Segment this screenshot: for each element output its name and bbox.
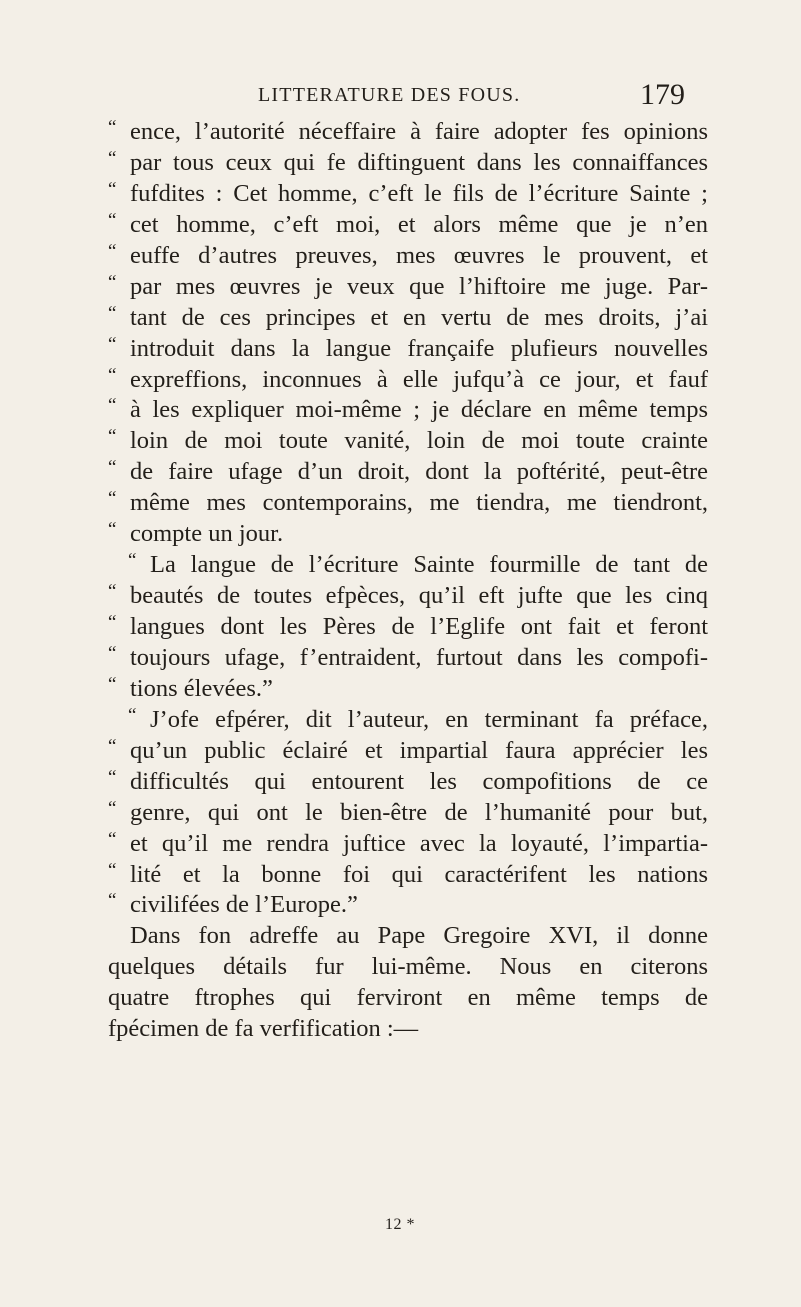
text-line <box>108 426 708 457</box>
text-line <box>108 365 708 396</box>
text-line <box>108 457 708 488</box>
line-text: lité et la bonne foi qui caractérifent les nations <box>130 860 708 888</box>
quote-mark: “ <box>108 828 117 850</box>
text-line <box>108 334 708 365</box>
line-text: toujours ufage, f’entraident, furtout dans les compofi- <box>130 643 708 671</box>
quote-mark: “ <box>128 704 137 726</box>
text-line <box>108 148 708 179</box>
line-text: Dans fon adreffe au Pape Gregoire XVI, il donne <box>130 922 708 950</box>
line-text: quelques détails fur lui-même. Nous en citerons <box>108 953 708 981</box>
text-line <box>108 581 708 612</box>
line-text: et qu’il me rendra juftice avec la loyauté, l’impartia- <box>130 829 708 857</box>
text-line <box>108 488 708 519</box>
quote-mark: “ <box>108 333 117 355</box>
line-text: compte un jour. <box>130 520 284 548</box>
quote-mark: “ <box>108 581 117 603</box>
line-text: cet homme, c’eft moi, et alors même que je n’en <box>130 210 708 238</box>
quote-mark: “ <box>108 735 117 757</box>
line-text: J’ofe efpérer, dit l’auteur, en terminant fa préface, <box>150 705 708 733</box>
line-text: même mes contemporains, me tiendra, me tiendront, <box>130 489 708 517</box>
quote-mark: “ <box>108 859 117 881</box>
quote-mark: “ <box>108 488 117 510</box>
line-text: civilifées de l’Europe.” <box>130 891 358 919</box>
text-line <box>108 643 708 674</box>
signature-mark: 12 * <box>385 1216 415 1233</box>
quote-mark: “ <box>108 302 117 324</box>
text-line <box>108 860 708 891</box>
quote-mark: “ <box>108 117 117 138</box>
text-line <box>108 798 708 829</box>
text-line <box>108 241 708 272</box>
text-line <box>108 612 708 643</box>
text-line <box>108 829 708 860</box>
line-text: tant de ces principes et en vertu de mes droits, j’ai <box>130 303 708 331</box>
quote-mark: “ <box>108 426 117 448</box>
quote-mark: “ <box>108 457 117 479</box>
line-text: loin de moi toute vanité, loin de moi toute crainte <box>130 427 708 455</box>
text-line <box>108 519 708 550</box>
text-line <box>108 395 708 426</box>
quote-mark: “ <box>108 240 117 262</box>
line-text: quatre ftrophes qui ferviront en même temps de <box>108 984 708 1012</box>
line-text: difficultés qui entourent les compofitions de ce <box>130 767 708 795</box>
line-text: qu’un public éclairé et impartial faura apprécier les <box>130 736 708 764</box>
line-text: fufdites : Cet homme, c’eft le fils de l’écriture Sainte ; <box>130 179 708 207</box>
line-text: La langue de l’écriture Sainte fourmille de tant de <box>150 551 708 579</box>
running-title: LITTERATURE DES FOUS. <box>258 84 521 106</box>
quote-mark: “ <box>108 147 117 169</box>
text-line <box>108 921 708 952</box>
line-text: beautés de toutes efpèces, qu’il eft jufte que les cinq <box>130 582 708 610</box>
running-head <box>0 78 801 112</box>
line-text: genre, qui ont le bien-être de l’humanité pour but, <box>130 798 708 826</box>
line-text: à les expliquer moi-même ; je déclare en même temps <box>130 396 708 424</box>
quote-mark: “ <box>108 519 117 541</box>
quote-mark: “ <box>108 642 117 664</box>
page-number: 179 <box>640 78 685 111</box>
text-line <box>108 736 708 767</box>
body-text <box>108 117 708 1045</box>
line-text: de faire ufage d’un droit, dont la poftérité, peut-être <box>130 458 708 486</box>
quote-mark: “ <box>108 271 117 293</box>
text-line <box>108 674 708 705</box>
text-line <box>108 983 708 1014</box>
quote-mark: “ <box>108 890 117 912</box>
quote-mark: “ <box>108 178 117 200</box>
text-line <box>108 210 708 241</box>
quote-mark: “ <box>108 395 117 417</box>
line-text: par tous ceux qui fe diftinguent dans les connaiffances <box>130 148 708 176</box>
line-text: fpécimen de fa verfification :— <box>108 1015 419 1043</box>
line-text: euffe d’autres preuves, mes œuvres le prouvent, et <box>130 241 708 269</box>
line-text: introduit dans la langue françaife plufieurs nouvelles <box>130 334 708 362</box>
line-text: tions élevées.” <box>130 674 273 702</box>
text-line <box>108 1014 708 1045</box>
line-text: langues dont les Pères de l’Eglife ont fait et feront <box>130 613 708 640</box>
quote-mark: “ <box>108 209 117 231</box>
quote-mark: “ <box>108 766 117 788</box>
text-line <box>108 705 708 736</box>
text-line <box>108 767 708 798</box>
quote-mark: “ <box>108 797 117 819</box>
text-line <box>108 952 708 983</box>
text-line <box>108 179 708 210</box>
line-text: expreffions, inconnues à elle jufqu’à ce jour, et fauf <box>130 365 708 393</box>
text-line <box>108 890 708 921</box>
quote-mark: “ <box>108 364 117 386</box>
text-line <box>108 272 708 303</box>
text-line <box>108 303 708 334</box>
quote-mark: “ <box>128 550 137 572</box>
quote-mark: “ <box>108 673 117 695</box>
line-text: par mes œuvres je veux que l’hiftoire me juge. Par- <box>130 272 708 300</box>
text-line <box>108 117 708 148</box>
line-text: ence, l’autorité néceffaire à faire adopter fes opinions <box>130 118 708 145</box>
text-line <box>108 550 708 581</box>
quote-mark: “ <box>108 612 117 633</box>
